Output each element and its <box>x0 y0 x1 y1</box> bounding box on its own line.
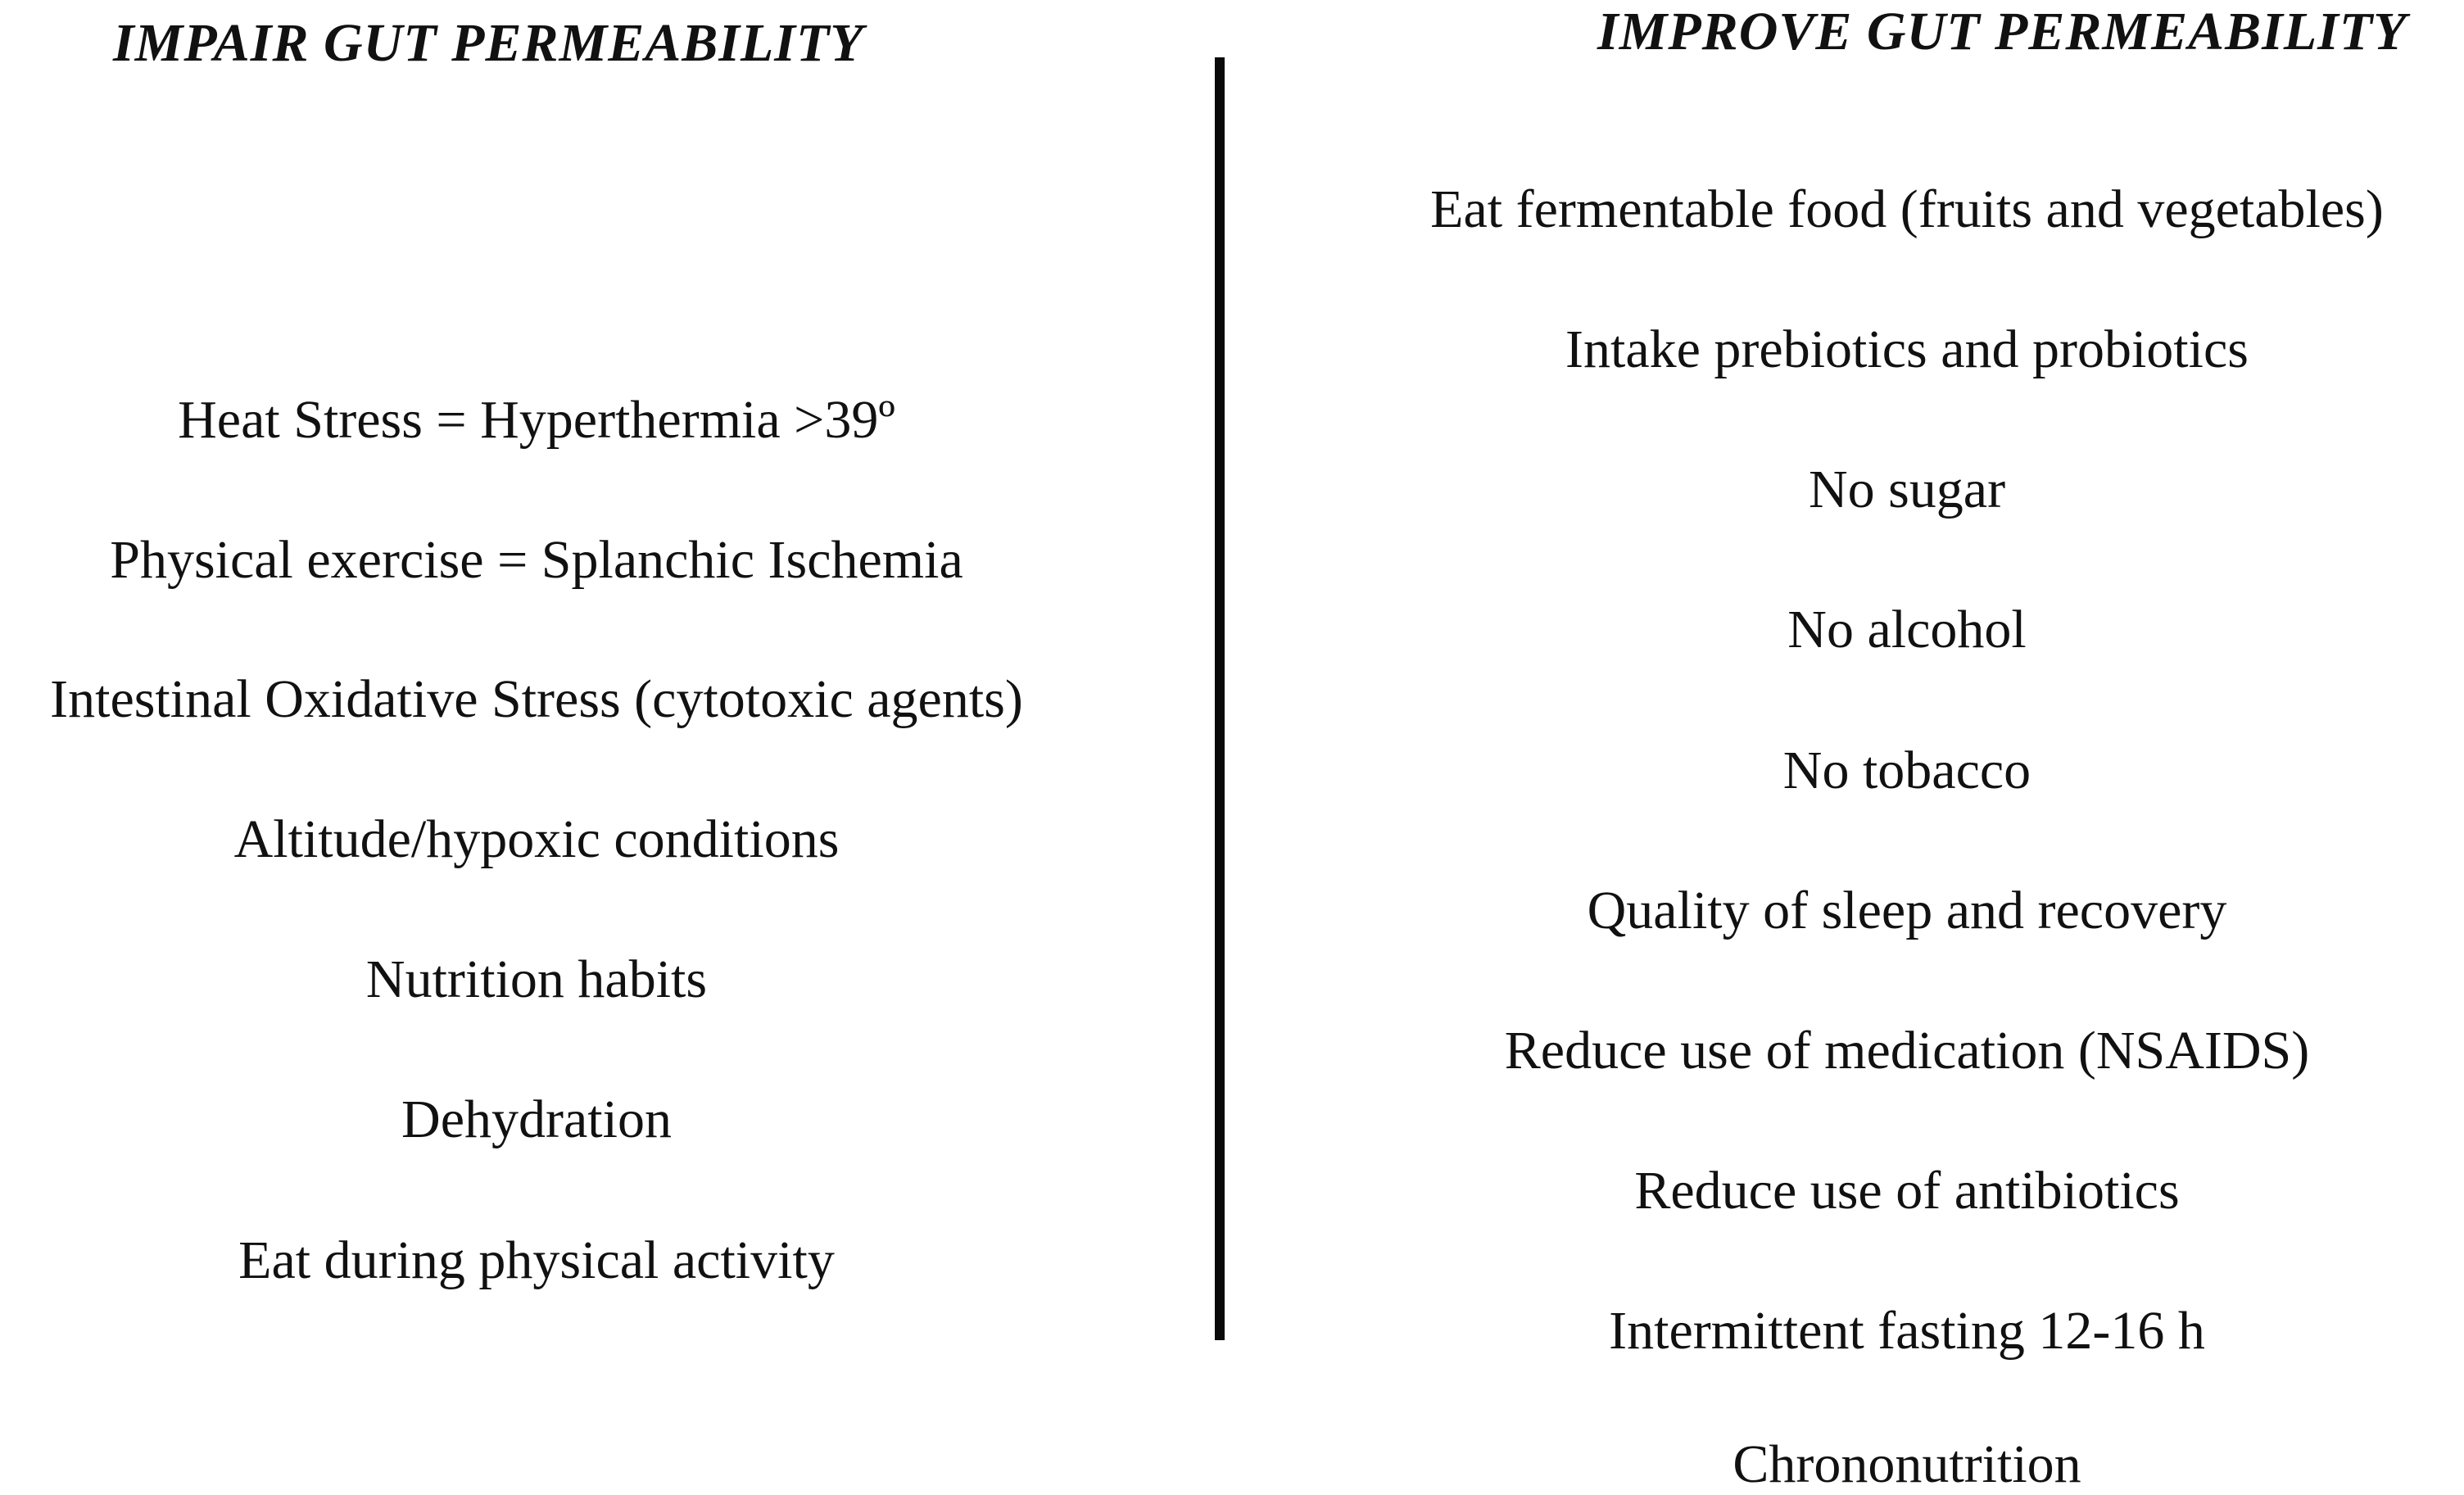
improve-item-chrononutrition: Chrononutrition <box>1732 1434 2081 1494</box>
improve-item-no-alcohol: No alcohol <box>1787 600 2027 659</box>
improve-item-no-sugar: No sugar <box>1808 460 2006 519</box>
impair-item-nutrition-habits: Nutrition habits <box>365 949 708 1009</box>
improve-item-no-tobacco: No tobacco <box>1782 741 2031 800</box>
improve-item-prebiotics: Intake prebiotics and probiotics <box>1565 319 2249 379</box>
impair-item-oxidative-stress: Intestinal Oxidative Stress (cytotoxic agents) <box>50 669 1023 729</box>
impair-item-altitude: Altitude/hypoxic conditions <box>233 809 840 869</box>
impair-item-dehydration: Dehydration <box>401 1090 672 1149</box>
improve-item-reduce-medication: Reduce use of medication (NSAIDS) <box>1504 1021 2310 1080</box>
improve-item-reduce-antibiotics: Reduce use of antibiotics <box>1634 1161 2180 1221</box>
improve-heading: IMPROVE GUT PERMEABILITY <box>1597 2 2407 61</box>
improve-item-sleep-recovery: Quality of sleep and recovery <box>1587 881 2227 940</box>
column-divider <box>1215 57 1225 1340</box>
impair-item-eat-during-activity: Eat during physical activity <box>238 1230 835 1290</box>
impair-heading: IMPAIR GUT PERMEABILITY <box>113 13 864 73</box>
improve-item-intermittent-fasting: Intermittent fasting 12-16 h <box>1609 1301 2205 1361</box>
impair-item-physical-exercise: Physical exercise = Splanchic Ischemia <box>110 530 963 590</box>
impair-item-heat-stress: Heat Stress = Hyperthermia >39º <box>178 390 895 450</box>
improve-item-fermentable-food: Eat fermentable food (fruits and vegetables) <box>1430 179 2384 239</box>
